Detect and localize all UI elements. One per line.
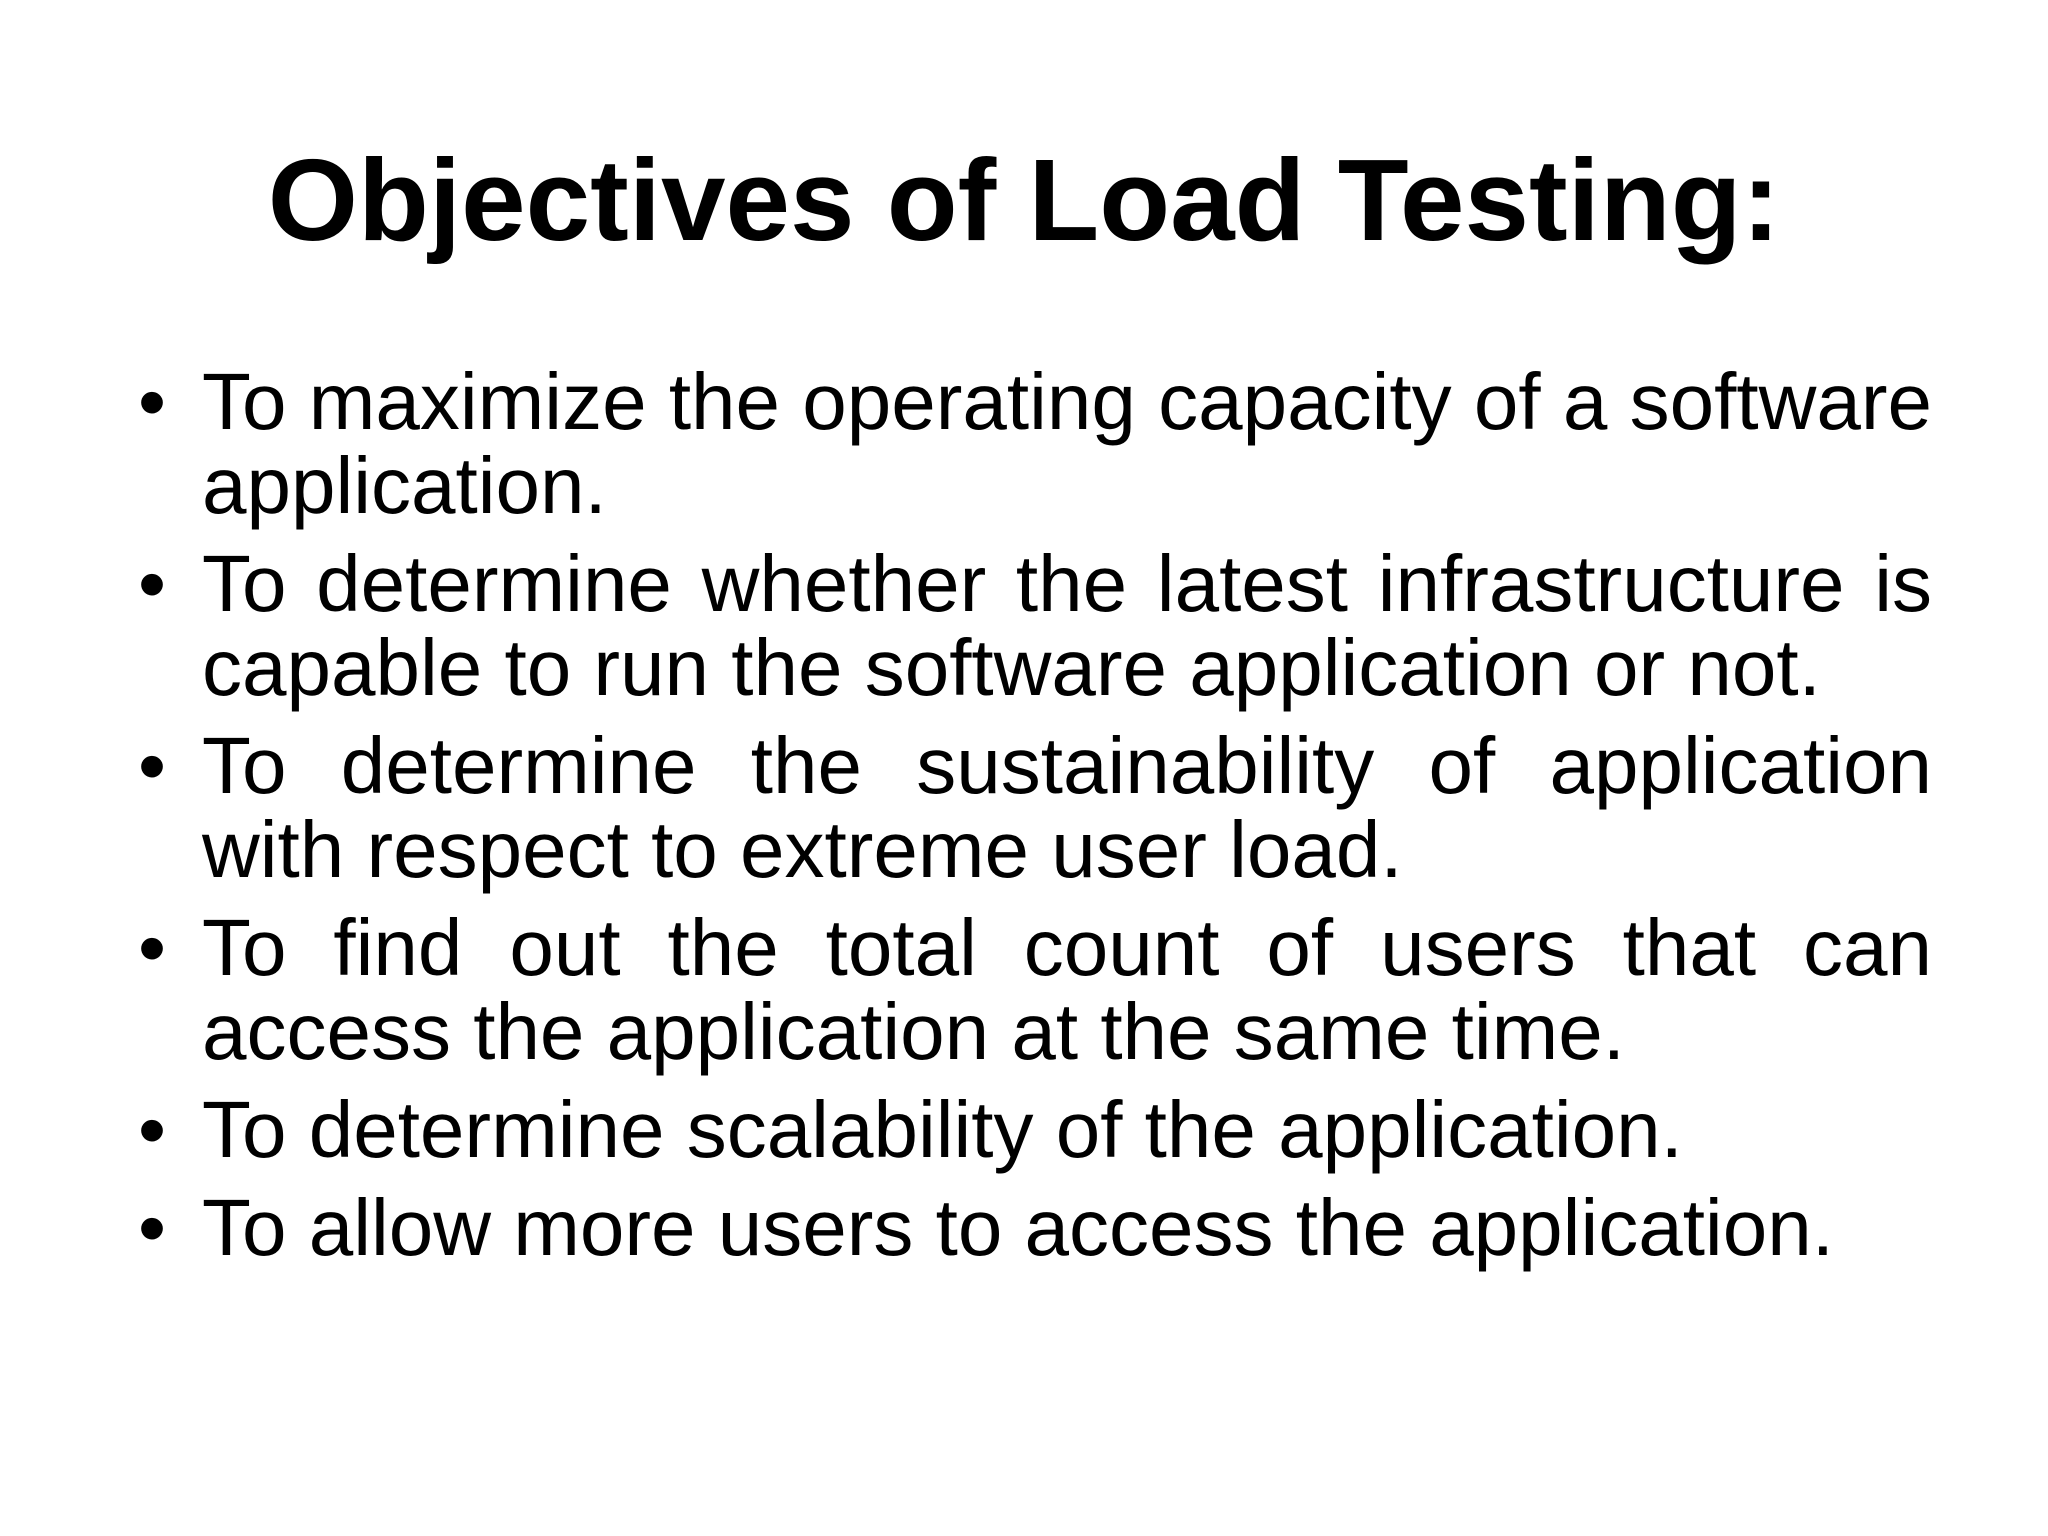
bullet-dot: •: [137, 903, 166, 992]
bullet-text: To find out the total count of users that can access the application at the same time.: [202, 903, 1932, 1076]
bullet-item: [132, 721, 1932, 894]
bullet-dot: •: [137, 721, 166, 810]
bullet-text: To determine the sustainability of application with respect to extreme user load.: [202, 721, 1932, 894]
slide-title: Objectives of Load Testing:: [267, 135, 1781, 265]
bullet-dot: •: [137, 357, 166, 446]
bullet-item: [132, 357, 1932, 530]
bullet-dot: •: [137, 1183, 166, 1272]
bullet-text: To determine scalability of the application.: [202, 1085, 1683, 1174]
bullet-text: To determine whether the latest infrastructure is capable to run the software application or not.: [202, 539, 1932, 712]
bullet-item: [132, 1085, 1932, 1174]
bullet-text: To maximize the operating capacity of a software application.: [202, 357, 1932, 530]
bullet-dot: •: [137, 539, 166, 628]
bullet-dot: •: [137, 1085, 166, 1174]
bullet-item: [132, 1183, 1932, 1272]
bullet-item: [132, 539, 1932, 712]
bullet-list: [132, 357, 1932, 1284]
bullet-item: [132, 903, 1932, 1076]
bullet-text: To allow more users to access the application.: [202, 1183, 1834, 1272]
